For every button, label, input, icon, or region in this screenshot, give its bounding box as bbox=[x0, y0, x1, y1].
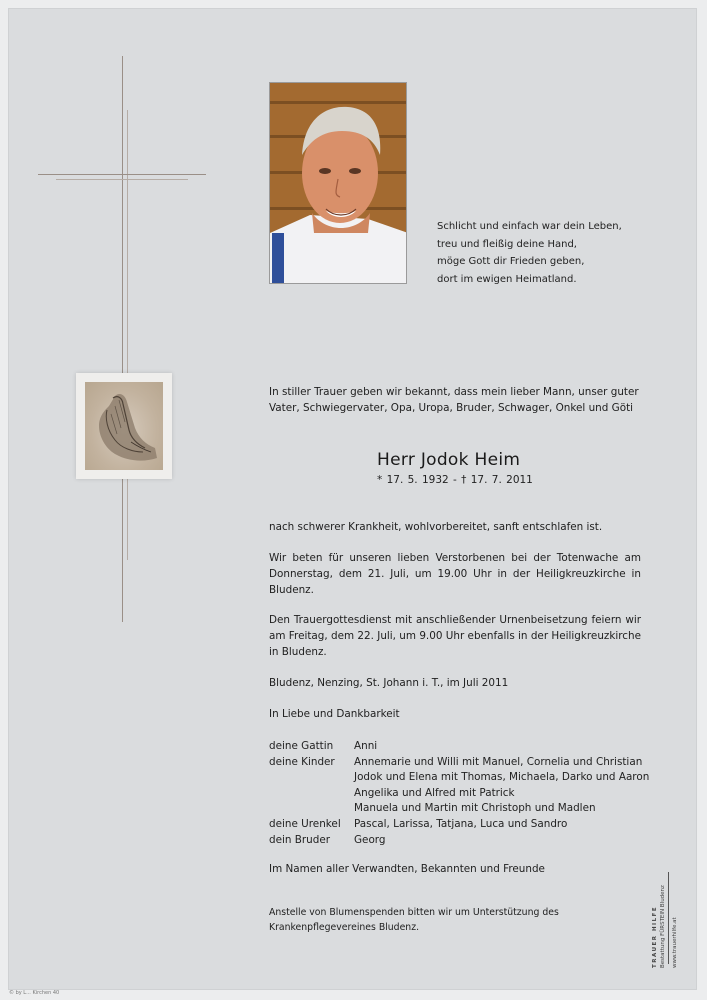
family-label: dein Bruder bbox=[269, 833, 331, 846]
intro-text: In stiller Trauer geben wir bekannt, dass mein lieber Mann, unser guter Vater, Schwiegervater, Opa, Uropa, Bruder, Schwager, Onkel und Göti bbox=[269, 386, 639, 414]
portrait-photo bbox=[269, 82, 407, 284]
family-value: Anni bbox=[354, 740, 378, 752]
cross-vertical-line bbox=[122, 56, 123, 622]
family-value: Manuela und Martin mit Christoph und Madlen bbox=[354, 802, 596, 815]
relatives-text: Im Namen aller Verwandten, Bekannten und Freunde bbox=[269, 863, 545, 875]
family-label: deine Gattin bbox=[269, 740, 334, 752]
deceased-dates: * 17. 5. 1932 - † 17. 7. 2011 bbox=[377, 474, 533, 486]
family-value: Pascal, Larissa, Tatjana, Luca und Sandro bbox=[354, 817, 568, 830]
family-label: deine Kinder bbox=[269, 755, 335, 768]
brand-website: www.trauerhilfe.at bbox=[672, 917, 678, 968]
praying-hands-icon bbox=[85, 382, 163, 470]
wake-text: Wir beten für unseren lieben Verstorbenen bei der Totenwache am Donnerstag, dem 21. Juli, um 19.00 Uhr in der Heiligkreuzkirche in Bludenz. bbox=[269, 552, 641, 596]
donation-text: Anstelle von Blumenspenden bitten wir um Unterstützung des Krankenpflegevereines Bludenz. bbox=[269, 907, 559, 933]
praying-hands-image bbox=[76, 373, 172, 479]
family-row bbox=[269, 786, 649, 802]
poem-line: treu und fleißig deine Hand, bbox=[437, 238, 577, 250]
family-row bbox=[269, 755, 649, 771]
brand-title: TRAUER HILFE bbox=[652, 905, 658, 968]
cross-horizontal-line bbox=[38, 174, 206, 175]
family-list bbox=[269, 739, 649, 848]
service-text: Den Trauergottesdienst mit anschließender Urnenbeisetzung feiern wir am Freitag, dem 22. Juli, um 9.00 Uhr ebenfalls in der Heiligkreuzkirche in Bludenz. bbox=[269, 614, 641, 658]
family-row bbox=[269, 739, 649, 755]
poem bbox=[437, 218, 637, 288]
family-row bbox=[269, 833, 649, 849]
family-value: Jodok und Elena mit Thomas, Michaela, Darko und Aaron bbox=[354, 771, 650, 784]
footer-credit: © by L... Kirchen 40 bbox=[9, 990, 60, 996]
family-label bbox=[269, 770, 354, 786]
place-date-text: Bludenz, Nenzing, St. Johann i. T., im Juli 2011 bbox=[269, 677, 509, 689]
poem-line: Schlicht und einfach war dein Leben, bbox=[437, 221, 622, 232]
family-row bbox=[269, 770, 649, 786]
family-value: Annemarie und Willi mit Manuel, Cornelia und Christian bbox=[354, 755, 643, 768]
family-label bbox=[269, 801, 354, 817]
deceased-name: Herr Jodok Heim bbox=[377, 450, 521, 470]
family-label bbox=[269, 786, 354, 802]
cross-horizontal-line-inner bbox=[56, 179, 188, 180]
funeral-home-logo bbox=[648, 868, 688, 968]
poem-line: möge Gott dir Frieden geben, bbox=[437, 256, 585, 267]
family-value: Angelika und Alfred mit Patrick bbox=[354, 786, 515, 799]
family-label: deine Urenkel bbox=[269, 817, 341, 830]
family-row bbox=[269, 817, 649, 833]
brand-subtitle: Bestattung FÜRSTEIN Bludenz bbox=[660, 885, 666, 968]
family-value: Georg bbox=[354, 833, 386, 846]
love-text: In Liebe und Dankbarkeit bbox=[269, 708, 400, 720]
death-text: nach schwerer Krankheit, wohlvorbereitet, sanft entschlafen ist. bbox=[269, 521, 603, 533]
cross-vertical-line-inner bbox=[127, 110, 128, 560]
family-row bbox=[269, 801, 649, 817]
poem-line: dort im ewigen Heimatland. bbox=[437, 273, 577, 285]
brand-divider bbox=[668, 872, 669, 964]
